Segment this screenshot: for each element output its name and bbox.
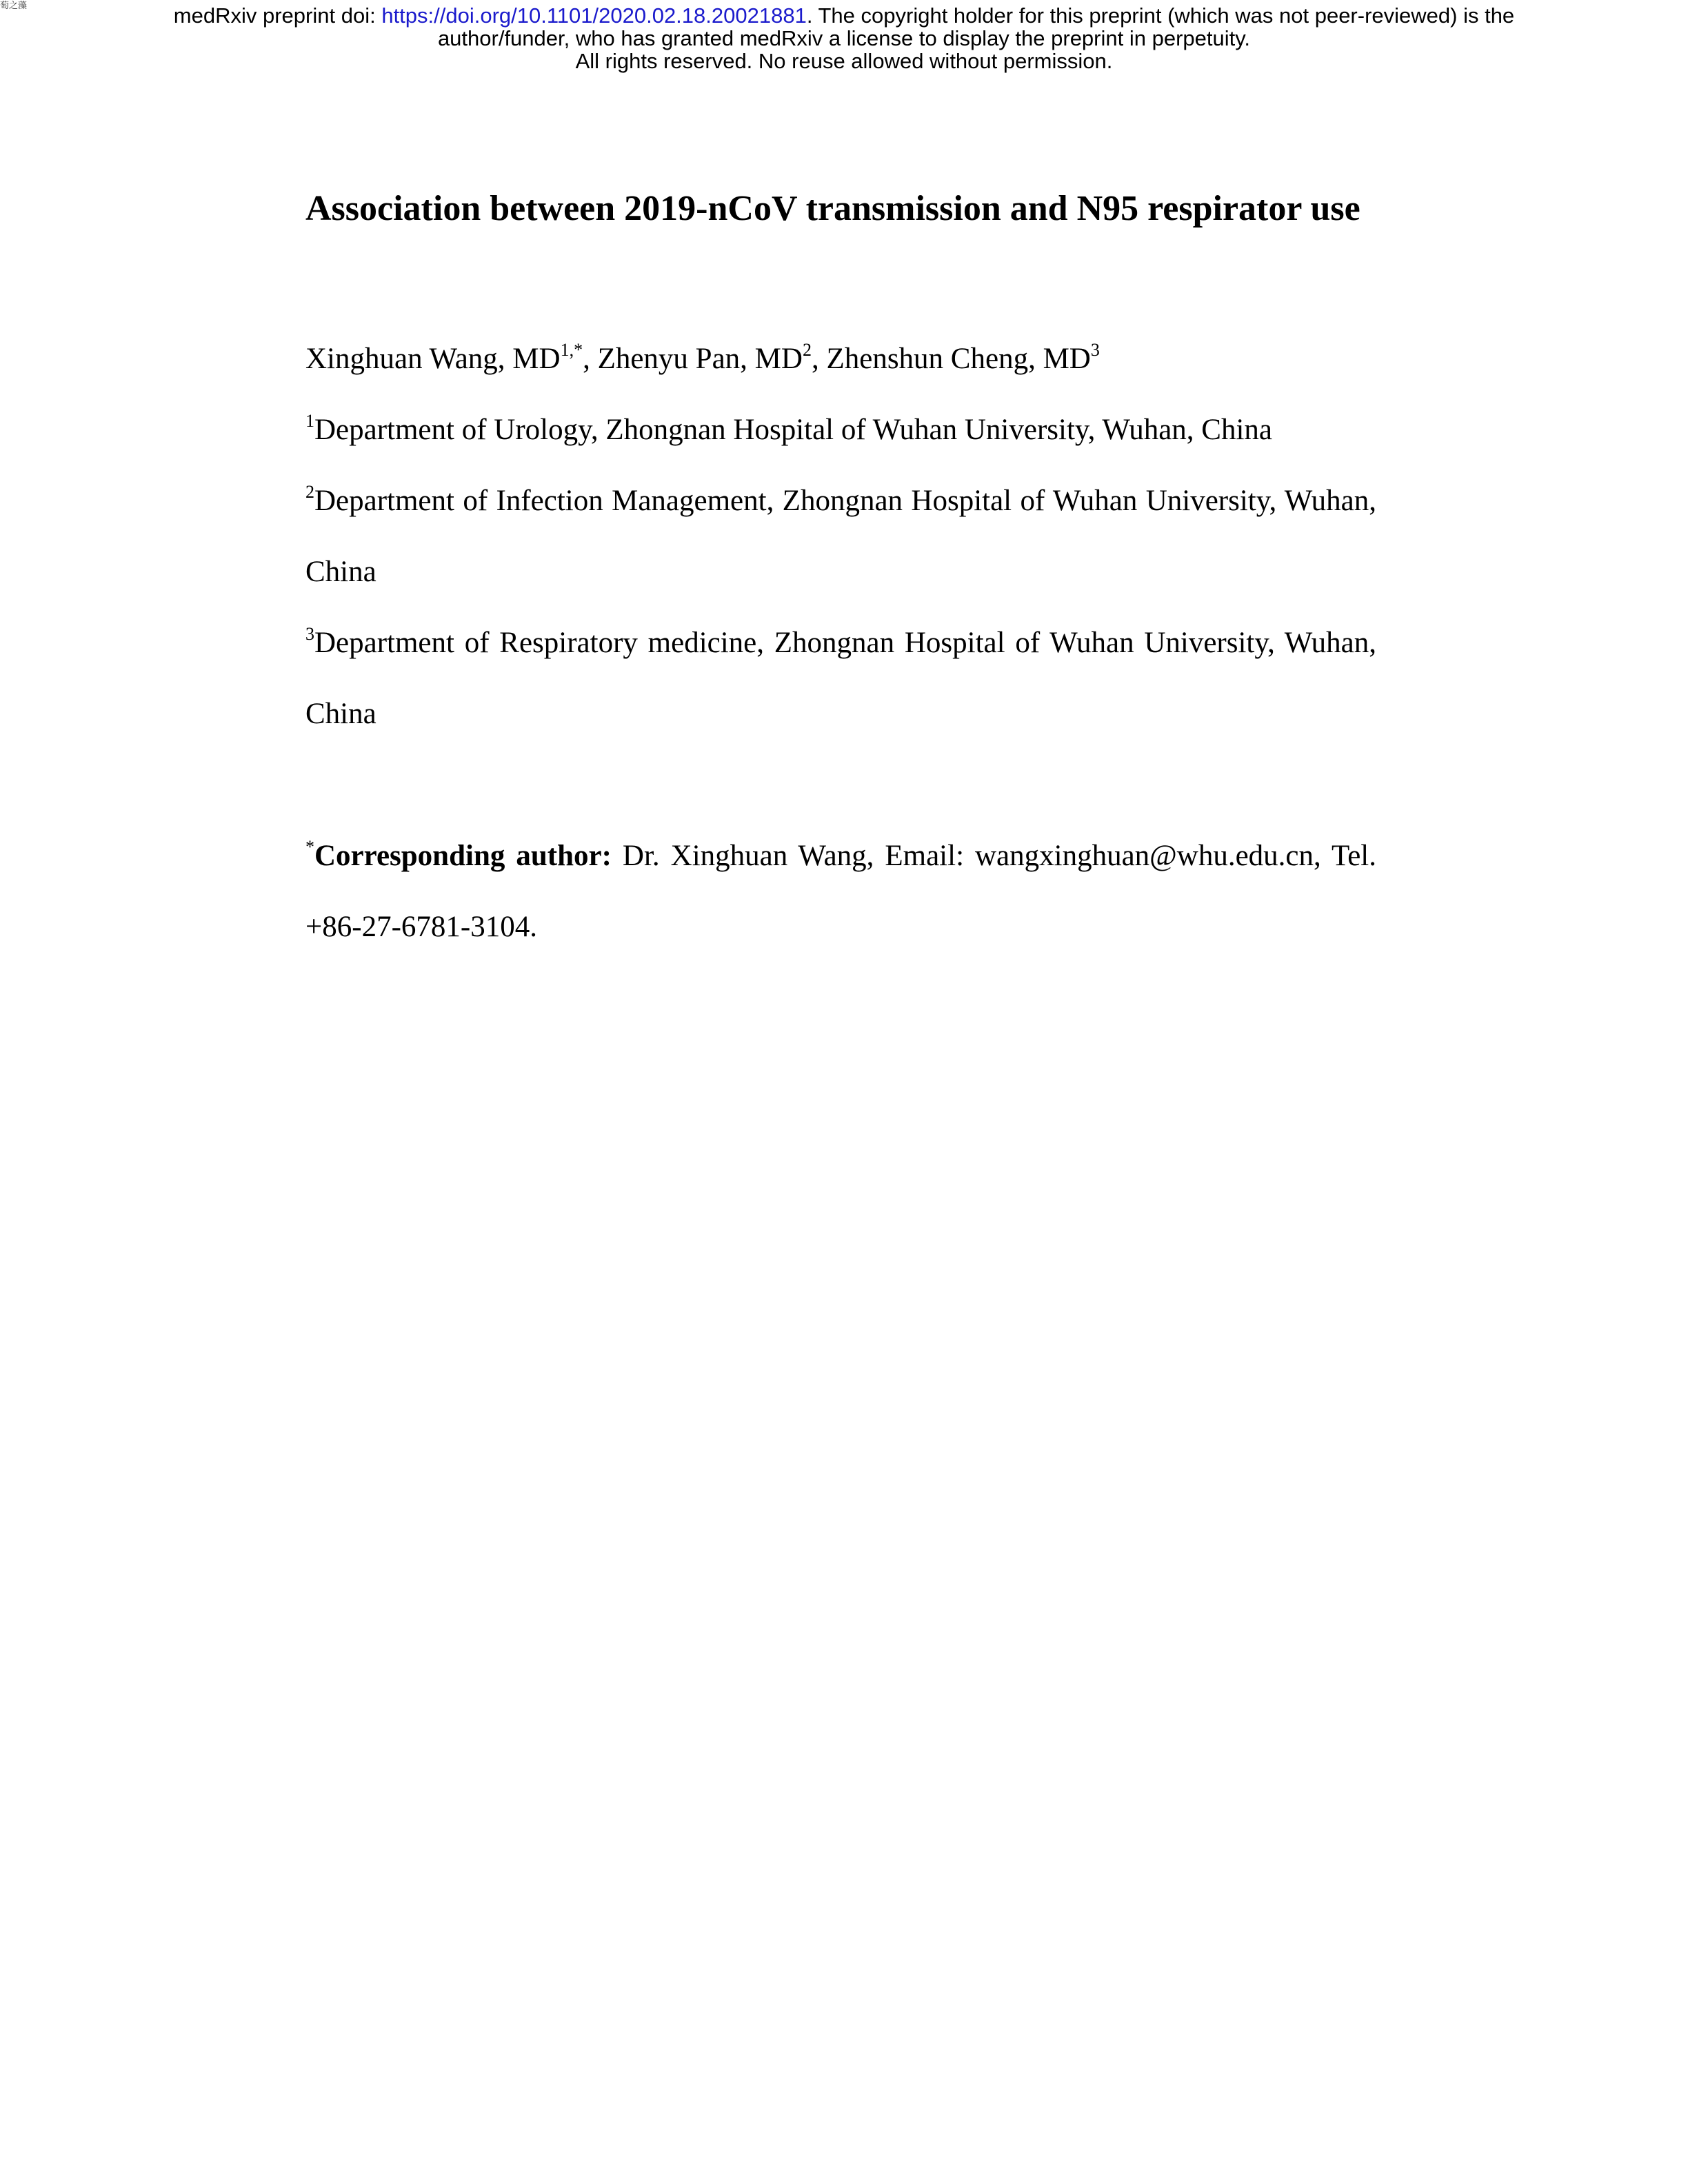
affiliation-1 xyxy=(305,394,1376,465)
author-name: Zhenyu Pan, MD xyxy=(597,343,803,375)
affiliation-marker: 3 xyxy=(305,624,314,644)
doi-link[interactable]: https://doi.org/10.1101/2020.02.18.20021881 xyxy=(381,3,807,28)
affiliation-text: Department of Infection Management, Zhongnan Hospital of Wuhan University, Wuhan, China xyxy=(305,485,1376,588)
affiliation-marker: 2 xyxy=(305,482,314,502)
author-list xyxy=(305,323,1376,394)
author-separator: , xyxy=(811,343,827,375)
affiliation-2 xyxy=(305,465,1376,607)
affiliation-text: Department of Respiratory medicine, Zhongnan Hospital of Wuhan University, Wuhan, China xyxy=(305,627,1376,730)
paper-title: Association between 2019-nCoV transmission and N95 respirator use xyxy=(305,189,1360,228)
author-name: Zhenshun Cheng, MD xyxy=(826,343,1091,375)
affiliation-3 xyxy=(305,607,1376,749)
corresponding-details: Dr. Xinghuan Wang, Email: wangxinghuan@whu.edu.cn, Tel. +86-27-6781-3104. xyxy=(305,840,1377,943)
author-name: Xinghuan Wang, MD xyxy=(305,343,561,375)
affiliation-marker: 1 xyxy=(305,411,314,431)
author-affiliation-marker: 2 xyxy=(802,340,812,360)
corresponding-marker: * xyxy=(305,837,314,857)
author-affiliation-marker: 1,* xyxy=(560,340,583,360)
preprint-header-line-2: author/funder, who has granted medRxiv a license to display the preprint in perpetuity. xyxy=(437,26,1251,50)
preprint-header-line-1 xyxy=(0,4,1688,27)
preprint-header-line-3: All rights reserved. No reuse allowed without permission. xyxy=(575,49,1113,73)
author-separator: , xyxy=(583,343,598,375)
preprint-header xyxy=(0,4,1688,72)
corner-mark: 萄之藻 xyxy=(0,1,28,11)
author-affiliation-marker: 3 xyxy=(1090,340,1100,360)
preprint-doi-prefix: medRxiv preprint doi: xyxy=(173,3,382,28)
corresponding-author xyxy=(305,820,1376,962)
corresponding-label: Corresponding author: xyxy=(314,840,612,872)
preprint-copyright-text: . The copyright holder for this preprint (which was not peer-reviewed) is the xyxy=(806,3,1515,28)
affiliation-text: Department of Urology, Zhongnan Hospital of Wuhan University, Wuhan, China xyxy=(314,414,1272,446)
